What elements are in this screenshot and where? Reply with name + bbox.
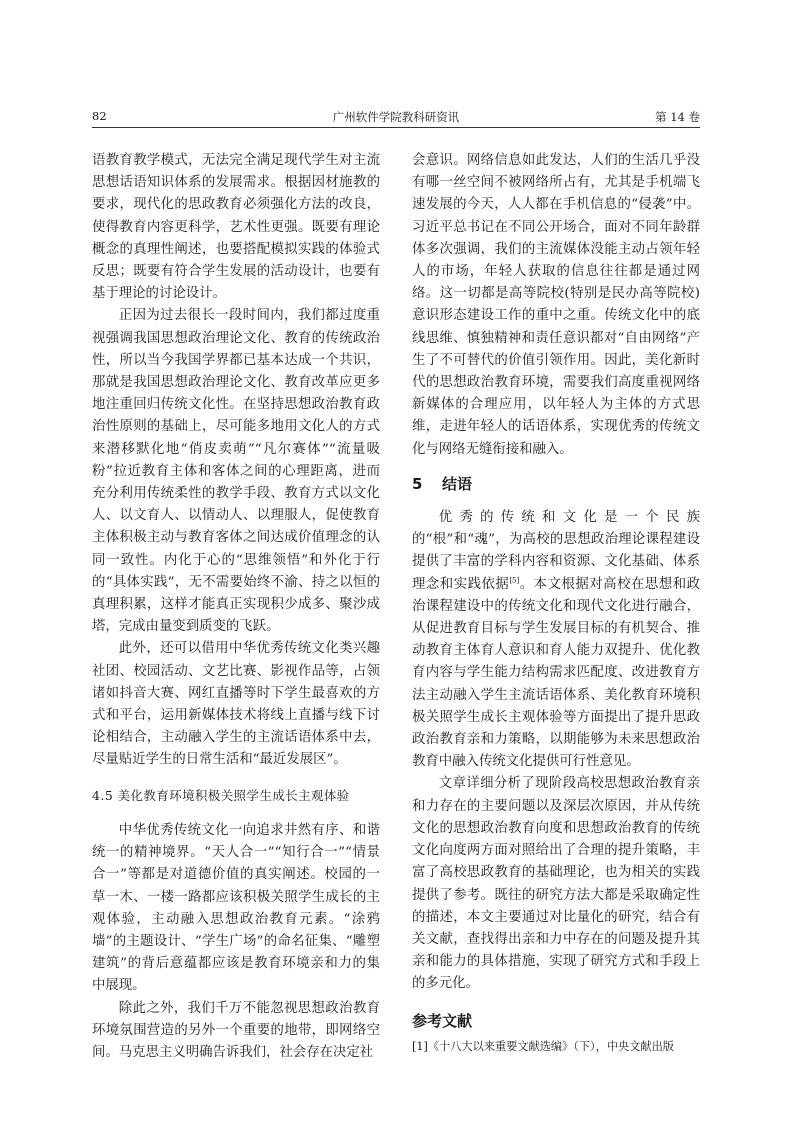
paragraph: 语教育教学模式，无法完全满足现代学生对主流思想话语知识体系的发展需求。根据因材施教的要求，现代化的思政教育必须强化方法的改良，使得教育内容更科学，艺术性更强。既要有理论概念的真理性阐述，也要搭配模拟实践的体验式反思；既要有符合学生发展的活动设计，也要有基于理论的讨论设计。 bbox=[92, 153, 380, 302]
paragraph-text: 。本文根据对高校在思想和政治课程建设中的传统文化和现代文化进行融合，从促进教育目标与学生发展目标的有机契合、推动教育主体育人意识和育人能力双提升、优化教育内容与学生能力结构需求匹配度、改进教育方法主动融入学生主流话语体系、美化教育环境积极关照学生成长主观体验等方面提出了提升思政政治教育亲和力策略，以期能够为未来思想政治教育中融入传统文化提供可行性意见。 bbox=[412, 576, 700, 770]
paragraph-text: 优秀的传统和文化是一个民族的“根”和“魂”，为高校的思想政治理论课程建设提供了丰富的学科内容和资源、文化基础、体系理念和实践依据 bbox=[412, 510, 700, 592]
journal-title: 广州软件学院教科研资讯 bbox=[332, 110, 460, 124]
paragraph: 中华优秀传统文化一向追求井然有序、和谐统一的精神境界。“天人合一”“知行合一”“情景合一”等都是对道德价值的真实阐述。校园的一草一木、一楼一路都应该积极关照学生成长的主观体验，主动融入思想政治教育元素。“涂鸦墙”的主题设计、“学生广场”的命名征集、“雕塑建筑”的背后意蕴都应该是教育环境亲和力的集中展现。 bbox=[92, 822, 380, 994]
subsection-heading: 4.5 美化教育环境积极关照学生成长主观体验 bbox=[92, 787, 350, 803]
paragraph: 此外，还可以借用中华优秀传统文化类兴趣社团、校园活动、文艺比赛、影视作品等，占领诸如抖音大赛、网红直播等时下学生最喜欢的方式和平台，运用新媒体技术将线上直播与线下讨论相结合，主动融入学生的主流话语体系中去，尽量贴近学生的日常生活和“最近发展区”。 bbox=[92, 641, 380, 768]
paragraph: 文章详细分析了现阶段高校思想政治教育亲和力存在的主要问题以及深层次原因，并从传统文化的思想政治教育向度和思想政治教育的传统文化向度两方面对照给出了合理的提升策略，丰富了高校思政教育的基础理论，也为相关的实践提供了参考。既往的研究方法大都是采取确定性的描述，本文主要通过对比量化的研究，结合有关文献，查找得出亲和力中存在的问题及提升其亲和能力的具体措施，实现了研究方式和手段上的多元化。 bbox=[412, 776, 700, 992]
paragraph: 会意识。网络信息如此发达，人们的生活几乎没有哪一丝空间不被网络所占有，尤其是手机端飞速发展的今天，人人都在手机信息的“侵袭”中。习近平总书记在不同公开场合，面对不同年龄群体多次强调，我们的主流媒体没能主动占领年轻人的市场，年轻人获取的信息往往都是通过网络。这一切都是高等院校(特别是民办高等院校)意识形态建设工作的重中之重。传统文化中的底线思维、慎独精神和责任意识都对“自由网络”产生了不可替代的价值引领作用。因此，美化新时代的思想政治教育环境，需要我们高度重视网络新媒体的合理应用，以年轻人为主体的方式思维，走进年轻人的话语体系，实现优秀的传统文化与网络无缝衔接和融入。 bbox=[412, 153, 700, 457]
paragraph: 除此之外，我们千万不能忽视思想政治教育环境氛围营造的另外一个重要的地带，即网络空间。马克思主义明确告诉我们，社会存在决定社 bbox=[92, 1000, 380, 1060]
references-heading: 参考文献 bbox=[412, 1011, 473, 1030]
citation-marker[interactable]: [5] bbox=[509, 576, 520, 585]
right-column bbox=[412, 150, 700, 1056]
page-number: 82 bbox=[92, 109, 107, 123]
volume-label: 第 14 卷 bbox=[655, 110, 700, 124]
section-heading bbox=[412, 473, 700, 495]
running-header bbox=[92, 107, 700, 128]
section-number: 5 bbox=[412, 474, 423, 493]
paragraph bbox=[412, 507, 700, 773]
paragraph: 正因为过去很长一段时间内，我们都过度重视强调我国思想政治理论文化、教育的传统政治性，所以当今我国学界都已基本达成一个共识，那就是我国思想政治理论文化、教育改革应更多地注重回归传统文化性。在坚持思想政治教育政治性原则的基础上，尽可能多地用文化人的方式来潜移默化地“俏皮卖萌”“凡尔赛体”“流量吸粉”拉近教育主体和客体之间的心理距离，进而充分利用传统柔性的教学手段、教育方式以文化人、以文育人、以情动人、以理服人，促使教育主体积极主动与教育客体之间达成价值理念的认同一致性。内化于心的“思维领悟”和外化于行的“具体实践”，无不需要始终不渝、持之以恒的真理积累，这样才能真正实现积少成多、聚沙成塔，完成由量变到质变的飞跃。 bbox=[92, 308, 380, 635]
section-title: 结语 bbox=[442, 474, 473, 493]
left-column bbox=[92, 150, 380, 1064]
reference-item: [1]《十八大以来重要文献选编》（下），中央文献出版 bbox=[412, 1039, 674, 1053]
